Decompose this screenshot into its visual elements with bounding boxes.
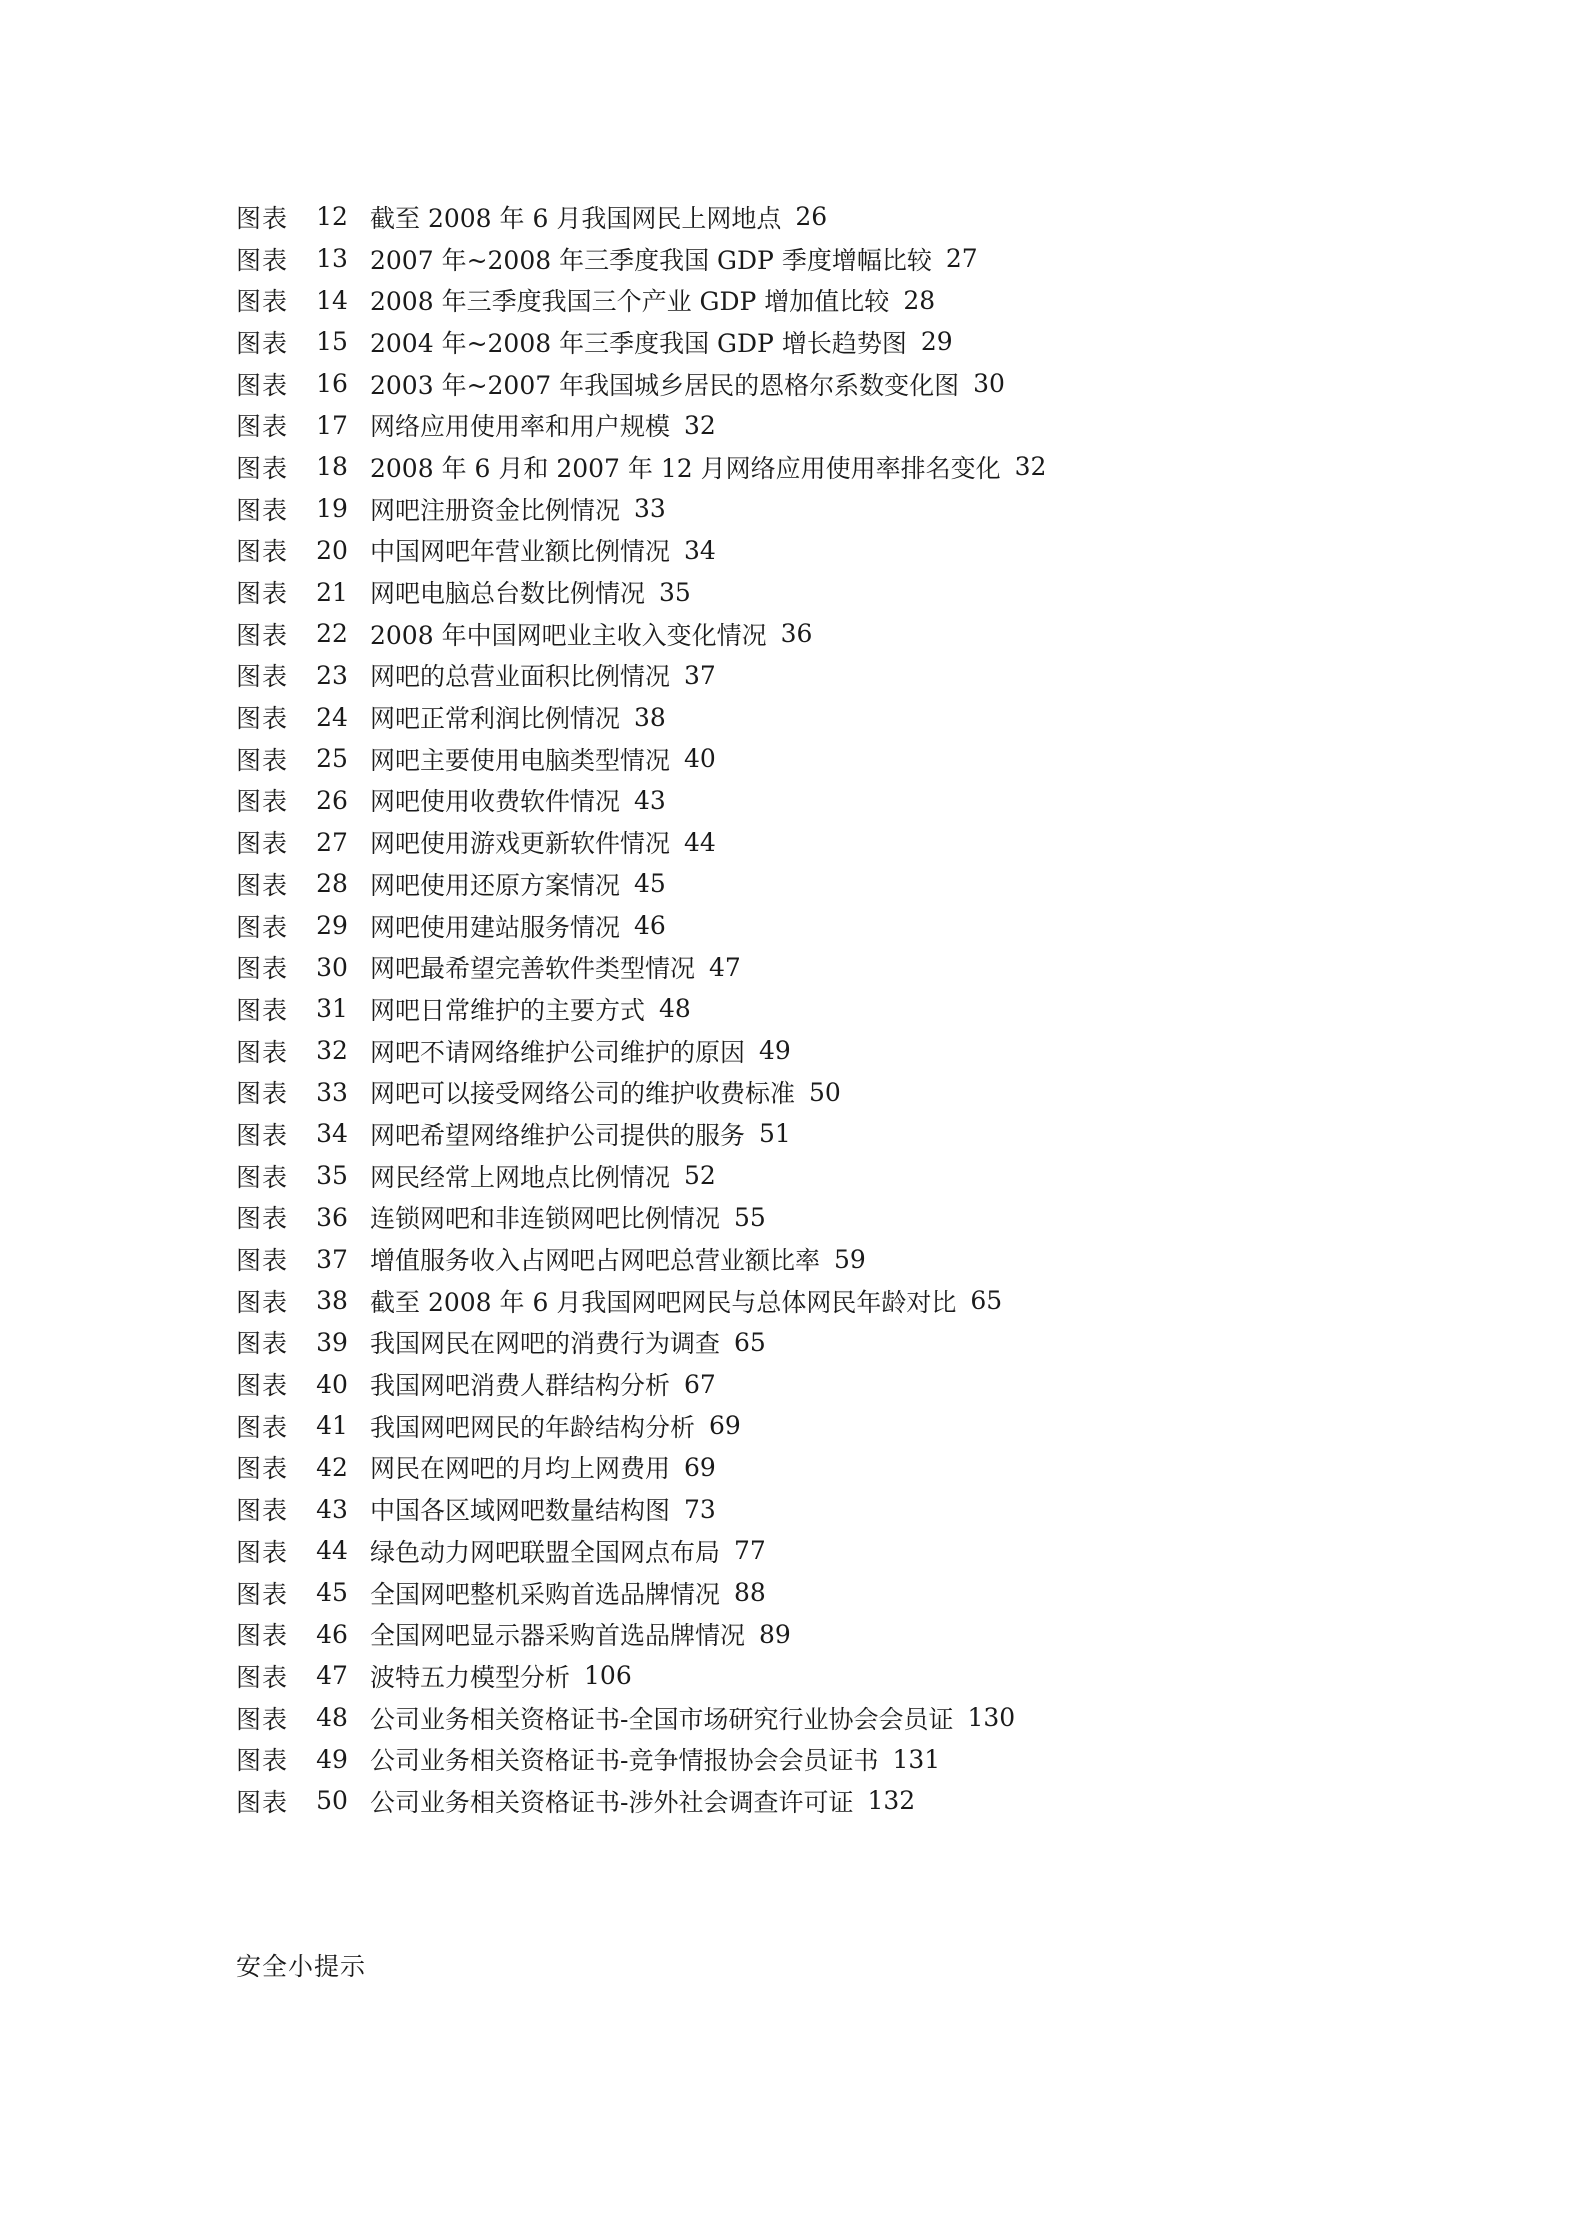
figure-page-number: 89 [759,1619,791,1649]
figure-list-item [236,1030,1436,1072]
figure-page-number: 52 [684,1161,716,1191]
figure-title: 公司业务相关资格证书-全国市场研究行业协会会员证 [370,1704,954,1734]
figure-number: 41 [316,1411,348,1441]
figure-title: 公司业务相关资格证书-涉外社会调查许可证 [370,1787,854,1817]
figure-page-number: 130 [967,1703,1016,1733]
figure-list-item [236,1738,1436,1780]
figure-label: 图表 [236,1037,289,1067]
figure-title: 2003 年~2007 年我国城乡居民的恩格尔系数变化图 [370,370,960,400]
figure-title: 截至 2008 年 6 月我国网吧网民与总体网民年龄对比 [370,1287,957,1317]
figure-number: 44 [316,1536,348,1566]
figure-number: 25 [316,744,348,774]
figure-label: 图表 [236,870,289,900]
figure-label: 图表 [236,1120,289,1150]
figure-title: 绿色动力网吧联盟全国网点布局 [370,1537,721,1567]
figure-title: 2008 年中国网吧业主收入变化情况 [370,620,767,650]
figure-page-number: 29 [920,327,953,357]
figure-page-number: 67 [684,1369,716,1399]
figure-list-item [236,1197,1436,1239]
figure-number: 33 [316,1077,348,1107]
figure-page-number: 132 [867,1786,916,1816]
figure-number: 48 [316,1703,348,1733]
figure-list-item [236,571,1436,613]
figure-number: 16 [316,369,348,399]
figure-label: 图表 [236,1329,289,1359]
figure-list-item [236,655,1436,697]
figure-label: 图表 [236,1621,289,1651]
figure-label: 图表 [236,412,289,442]
figure-label: 图表 [236,203,289,233]
figure-page-number: 26 [795,202,828,232]
figure-number: 49 [316,1744,348,1774]
figure-number: 20 [316,535,348,565]
figure-number: 35 [316,1161,348,1191]
figure-page-number: 43 [634,785,666,815]
figure-label: 图表 [236,495,289,525]
figure-number: 37 [316,1244,348,1274]
figure-page-number: 51 [759,1119,791,1149]
figure-list-item [236,238,1436,280]
figure-label: 图表 [236,1496,289,1526]
figure-page-number: 88 [734,1578,766,1608]
figure-number: 29 [316,911,348,941]
figure-list-item [236,1322,1436,1364]
figure-title: 2004 年~2008 年三季度我国 GDP 增长趋势图 [370,328,907,358]
figure-label: 图表 [236,1371,289,1401]
figure-list-item [236,1363,1436,1405]
figure-number: 26 [316,785,348,815]
figure-page-number: 69 [684,1452,716,1482]
figure-title: 截至 2008 年 6 月我国网民上网地点 [370,203,782,233]
figure-list-item [236,1405,1436,1447]
figure-list-item [236,1447,1436,1489]
figure-list-item [236,321,1436,363]
figure-label: 图表 [236,579,289,609]
figure-list-item [236,780,1436,822]
figure-page-number: 38 [634,702,666,732]
figure-number: 50 [316,1786,348,1816]
figure-page-number: 37 [684,660,716,690]
figure-label: 图表 [236,245,289,275]
figure-number: 21 [316,577,348,607]
figure-label: 图表 [236,1162,289,1192]
figure-label: 图表 [236,995,289,1025]
figure-title: 全国网吧整机采购首选品牌情况 [370,1579,721,1609]
figure-page-number: 77 [734,1536,766,1566]
figure-page-number: 106 [584,1661,632,1691]
figure-number: 32 [316,1036,348,1066]
figure-number: 18 [316,452,348,482]
figure-label: 图表 [236,704,289,734]
figure-title: 2008 年三季度我国三个产业 GDP 增加值比较 [370,287,890,317]
figure-list-item [236,1572,1436,1614]
figure-title: 增值服务收入占网吧占网吧总营业额比率 [370,1246,821,1276]
figure-title: 我国网吧网民的年龄结构分析 [370,1412,696,1442]
figure-page-number: 28 [903,285,936,315]
figure-title: 网吧希望网络维护公司提供的服务 [370,1120,746,1150]
figure-title: 网吧使用建站服务情况 [370,912,621,942]
figure-list-item [236,821,1436,863]
figure-list-item [236,613,1436,655]
figure-page-number: 34 [684,535,716,565]
figure-title: 网吧可以接受网络公司的维护收费标准 [370,1079,796,1109]
figure-label: 图表 [236,370,289,400]
figure-title: 网吧主要使用电脑类型情况 [370,745,671,775]
figure-title: 网吧使用收费软件情况 [370,787,621,817]
figure-label: 图表 [236,829,289,859]
figure-list-item [236,696,1436,738]
figure-page-number: 32 [1014,452,1047,482]
figure-number: 19 [316,494,348,524]
figure-list-item [236,988,1436,1030]
figure-label: 图表 [236,620,289,650]
figure-list-item [236,1071,1436,1113]
figure-label: 图表 [236,1079,289,1109]
figure-page-number: 59 [834,1244,866,1274]
figure-page-number: 32 [684,410,716,440]
figure-number: 23 [316,660,348,690]
figure-list-item [236,1780,1436,1822]
figure-number: 28 [316,869,348,899]
figure-number: 24 [316,702,348,732]
figure-number: 38 [316,1286,348,1316]
figure-title: 我国网民在网吧的消费行为调查 [370,1329,721,1359]
figure-list-item [236,446,1436,488]
figure-label: 图表 [236,537,289,567]
figure-title: 网吧最希望完善软件类型情况 [370,954,696,984]
figure-page-number: 45 [634,869,666,899]
figure-page-number: 27 [945,244,978,274]
figure-label: 图表 [236,662,289,692]
figure-label: 图表 [236,1412,289,1442]
figure-label: 图表 [236,954,289,984]
figure-label: 图表 [236,1746,289,1776]
safety-tip-heading: 安全小提示 [236,1952,367,1981]
figure-title: 我国网吧消费人群结构分析 [370,1371,671,1401]
figure-title: 网民经常上网地点比例情况 [370,1162,671,1192]
figure-title: 网吧日常维护的主要方式 [370,995,646,1025]
figure-title: 中国网吧年营业额比例情况 [370,537,671,567]
figure-label: 图表 [236,787,289,817]
figure-list-item [236,1697,1436,1739]
figure-list-item [236,196,1436,238]
figure-list-item [236,863,1436,905]
figure-number: 27 [316,827,348,857]
figure-page-number: 69 [709,1411,741,1441]
figure-page-number: 49 [759,1036,791,1066]
figure-list-item [236,1613,1436,1655]
figure-list-item [236,1488,1436,1530]
figure-title: 网吧注册资金比例情况 [370,495,621,525]
figure-number: 39 [316,1327,348,1357]
figure-label: 图表 [236,1579,289,1609]
figure-page-number: 30 [973,369,1005,399]
figure-number: 15 [316,327,348,357]
figure-title: 网络应用使用率和用户规模 [370,412,671,442]
figure-title: 网民在网吧的月均上网费用 [370,1454,671,1484]
figure-label: 图表 [236,453,289,483]
figure-page-number: 73 [684,1494,716,1524]
figure-title: 网吧正常利润比例情况 [370,704,621,734]
figure-list-item [236,1655,1436,1697]
figure-list-item [236,738,1436,780]
figure-label: 图表 [236,745,289,775]
figure-page-number: 40 [684,744,716,774]
figure-number: 17 [316,410,348,440]
figure-list-item [236,946,1436,988]
figure-list-item [236,1530,1436,1572]
figure-label: 图表 [236,1662,289,1692]
figure-list-item [236,488,1436,530]
figure-page-number: 33 [634,494,666,524]
figure-label: 图表 [236,1537,289,1567]
figure-page-number: 36 [780,619,813,649]
figure-list-item [236,363,1436,405]
figure-page-number: 65 [734,1327,766,1357]
figure-page-number: 35 [659,577,691,607]
figure-number: 36 [316,1202,348,1232]
figure-title: 网吧的总营业面积比例情况 [370,662,671,692]
figure-page-number: 48 [659,994,691,1024]
figure-label: 图表 [236,1204,289,1234]
figure-label: 图表 [236,1454,289,1484]
figure-number: 46 [316,1619,348,1649]
figure-number: 43 [316,1494,348,1524]
figure-number: 12 [316,202,348,232]
figure-list-item [236,1238,1436,1280]
figure-page-number: 44 [684,827,716,857]
figure-list-item [236,279,1436,321]
figure-label: 图表 [236,1246,289,1276]
figure-number: 14 [316,285,348,315]
figure-label: 图表 [236,328,289,358]
figure-number: 42 [316,1452,348,1482]
figure-title: 2008 年 6 月和 2007 年 12 月网络应用使用率排名变化 [370,453,1001,483]
figure-number: 47 [316,1661,348,1691]
figure-label: 图表 [236,1787,289,1817]
figure-title: 2007 年~2008 年三季度我国 GDP 季度增幅比较 [370,245,932,275]
figure-title: 波特五力模型分析 [370,1662,571,1692]
figure-page-number: 46 [634,911,666,941]
figure-list-item [236,1280,1436,1322]
figure-number: 13 [316,244,348,274]
figure-list-item [236,530,1436,572]
figure-page-number: 55 [734,1202,766,1232]
figure-title: 网吧电脑总台数比例情况 [370,579,646,609]
figure-label: 图表 [236,912,289,942]
figure-title: 公司业务相关资格证书-竞争情报协会会员证书 [370,1746,879,1776]
figure-list-item [236,1155,1436,1197]
figure-list [236,196,1436,1822]
figure-page-number: 50 [809,1077,841,1107]
figure-title: 网吧不请网络维护公司维护的原因 [370,1037,746,1067]
figure-title: 全国网吧显示器采购首选品牌情况 [370,1621,746,1651]
figure-number: 45 [316,1578,348,1608]
figure-list-item [236,1113,1436,1155]
figure-label: 图表 [236,1287,289,1317]
figure-title: 中国各区域网吧数量结构图 [370,1496,671,1526]
figure-number: 31 [316,994,348,1024]
figure-label: 图表 [236,287,289,317]
figure-list-item [236,404,1436,446]
figure-page-number: 65 [970,1286,1003,1316]
figure-page-number: 47 [709,952,741,982]
figure-title: 连锁网吧和非连锁网吧比例情况 [370,1204,721,1234]
figure-number: 30 [316,952,348,982]
figure-number: 40 [316,1369,348,1399]
figure-number: 22 [316,619,348,649]
figure-list-item [236,905,1436,947]
figure-number: 34 [316,1119,348,1149]
figure-title: 网吧使用还原方案情况 [370,870,621,900]
figure-label: 图表 [236,1704,289,1734]
figure-page-number: 131 [892,1744,941,1774]
figure-title: 网吧使用游戏更新软件情况 [370,829,671,859]
